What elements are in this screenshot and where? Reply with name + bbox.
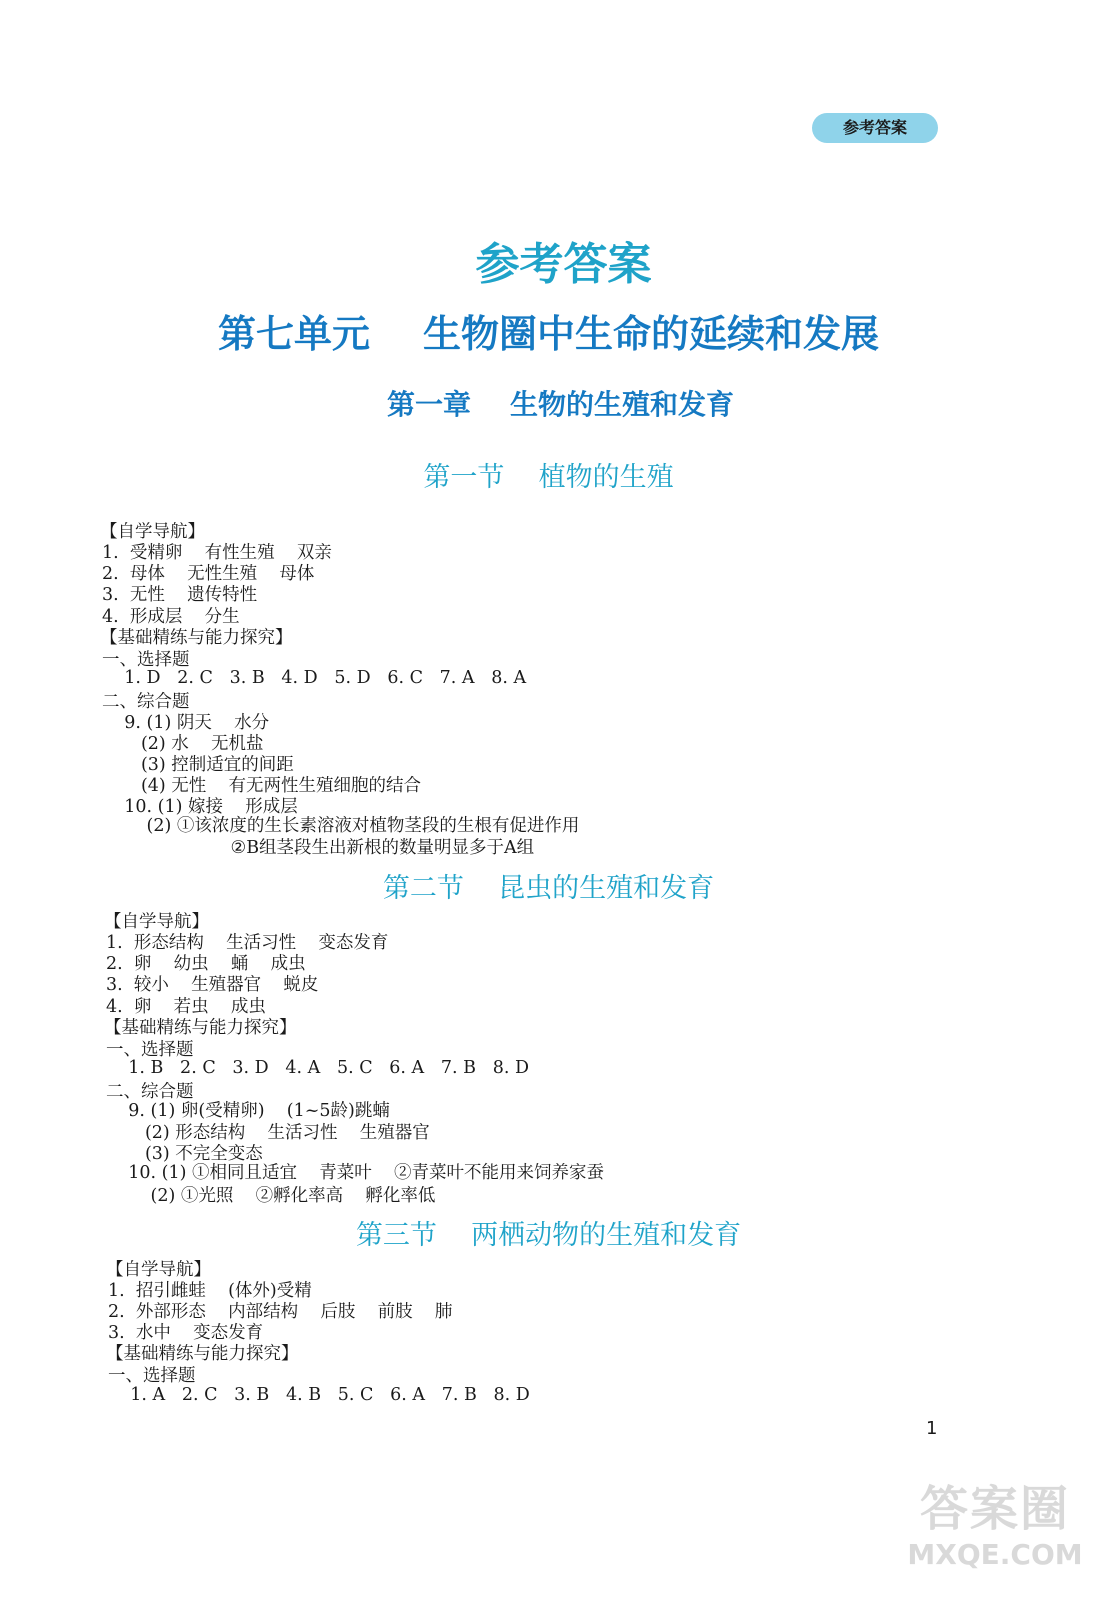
answer-line: 3. 较小 生殖器官 蜕皮 xyxy=(106,975,319,995)
answer-line: 2. 母体 无性生殖 母体 xyxy=(102,564,315,584)
answer-line: 9. (1) 阴天 水分 xyxy=(102,713,270,733)
answer-line: 10. (1) 嫁接 形成层 xyxy=(102,797,298,817)
answer-line: 4. 形成层 分生 xyxy=(102,607,240,627)
answer-line: 【基础精练与能力探究】 xyxy=(106,1344,299,1364)
answer-line: 3. 水中 变态发育 xyxy=(108,1323,264,1343)
answer-line: 1. D 2. C 3. B 4. D 5. D 6. C 7. A 8. A xyxy=(102,668,527,688)
answer-line: 1. 形态结构 生活习性 变态发育 xyxy=(106,933,389,953)
section-title-1: 第一节 植物的生殖 xyxy=(423,462,674,493)
answer-line: 2. 卵 幼虫 蛹 成虫 xyxy=(106,954,306,974)
answer-line: 3. 无性 遗传特性 xyxy=(102,585,258,605)
answer-line: 二、综合题 xyxy=(102,692,190,712)
answer-line: (3) 控制适宜的间距 xyxy=(102,755,294,775)
watermark-bottom: MXQE.COM xyxy=(907,1538,1083,1571)
watermark-logo xyxy=(900,1480,1090,1590)
answer-line: 1. 招引雌蛙 (体外)受精 xyxy=(108,1281,312,1301)
answer-line: (2) ①该浓度的生长素溶液对植物茎段的生根有促进作用 xyxy=(102,816,580,836)
answer-line: (2) ①光照 ②孵化率高 孵化率低 xyxy=(106,1186,436,1206)
answer-line: 1. B 2. C 3. D 4. A 5. C 6. A 7. B 8. D xyxy=(106,1058,529,1078)
watermark-top: 答案圈 xyxy=(919,1481,1070,1537)
unit-title: 第七单元 生物圈中生命的延续和发展 xyxy=(218,312,879,356)
answer-line: 2. 外部形态 内部结构 后肢 前肢 肺 xyxy=(108,1302,453,1322)
answer-line: 一、选择题 xyxy=(108,1366,196,1386)
answer-line: 4. 卵 若虫 成虫 xyxy=(106,997,266,1017)
answer-line: 二、综合题 xyxy=(106,1082,194,1102)
section-title-3: 第三节 两栖动物的生殖和发育 xyxy=(355,1220,742,1251)
answer-line: 1. A 2. C 3. B 4. B 5. C 6. A 7. B 8. D xyxy=(108,1385,530,1405)
answer-line: 【自学导航】 xyxy=(104,912,209,932)
answer-line: 【自学导航】 xyxy=(106,1260,211,1280)
answer-line: ②B组茎段生出新根的数量明显多于A组 xyxy=(186,838,535,858)
answer-line: (2) 形态结构 生活习性 生殖器官 xyxy=(106,1123,430,1143)
answer-line: (2) 水 无机盐 xyxy=(102,734,264,754)
answer-line: (4) 无性 有无两性生殖细胞的结合 xyxy=(102,776,422,796)
page-number: 1 xyxy=(926,1418,938,1439)
answer-line: 10. (1) ①相同且适宜 青菜叶 ②青菜叶不能用来饲养家蚕 xyxy=(106,1163,604,1183)
answer-line: 一、选择题 xyxy=(106,1040,194,1060)
answer-line: 9. (1) 卵(受精卵) (1~5龄)跳蝻 xyxy=(106,1101,390,1121)
section-title-2: 第二节 昆虫的生殖和发育 xyxy=(382,873,715,904)
answer-line: 【自学导航】 xyxy=(100,522,205,542)
answer-line: 一、选择题 xyxy=(102,650,190,670)
answer-line: 1. 受精卵 有性生殖 双亲 xyxy=(102,543,332,563)
answer-line: 【基础精练与能力探究】 xyxy=(100,628,293,648)
answer-line: 【基础精练与能力探究】 xyxy=(104,1018,297,1038)
page-title: 参考答案 xyxy=(475,239,652,290)
chapter-title: 第一章 生物的生殖和发育 xyxy=(387,388,734,421)
answer-line: (3) 不完全变态 xyxy=(106,1144,263,1164)
header-badge: 参考答案 xyxy=(812,113,938,143)
